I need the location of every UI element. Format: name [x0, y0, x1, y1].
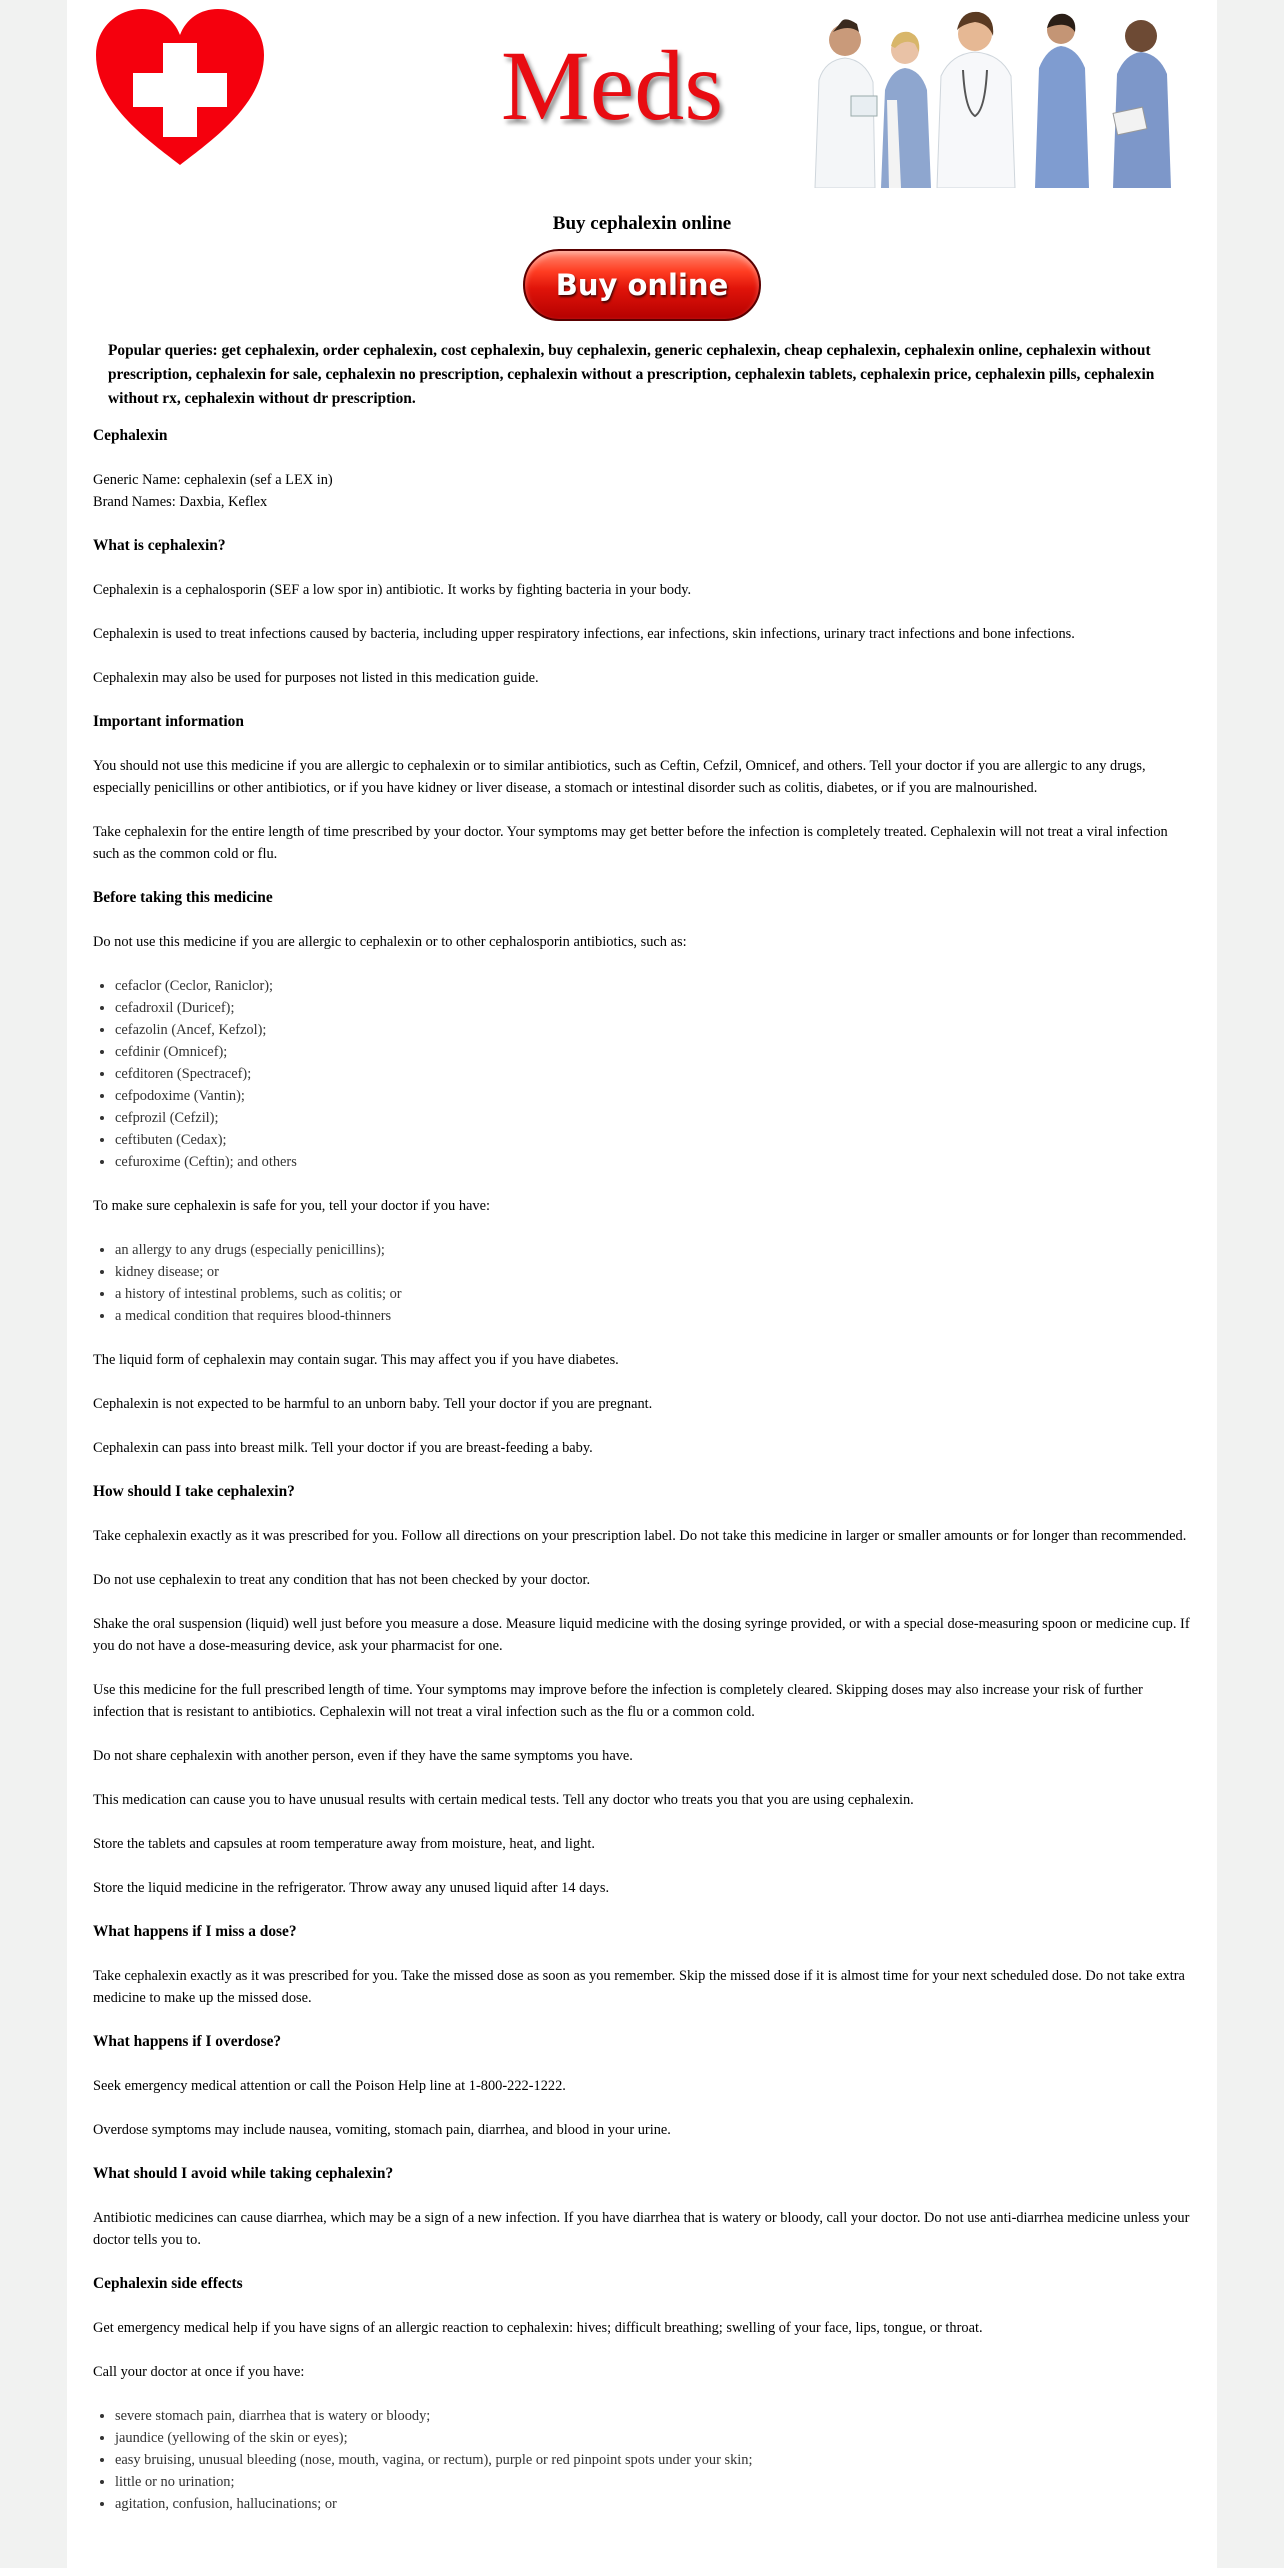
page: [67, 0, 1217, 2568]
popular-queries: Popular queries: get cephalexin, order cephalexin, cost cephalexin, buy cephalexin, generic cephalexin, cheap cephalexin, cephalexin online, cephalexin without prescription, cephalexin for sale, cephalexin no prescription, cephalexin without a prescription, cephalexin tablets, cephalexin price, cephalexin pills, cephalexin without rx, cephalexin without dr prescription.: [108, 342, 1155, 407]
brand-names: Brand Names: Daxbia, Keflex: [93, 494, 268, 510]
missed-dose-heading: What happens if I miss a dose?: [93, 1923, 297, 1940]
generic-name: Generic Name: cephalexin (sef a LEX in): [93, 472, 333, 488]
buy-button-wrap: [67, 249, 1217, 321]
list-item: • cefdinir (Omnicef);: [115, 1041, 1191, 1063]
paragraph: Do not use this medicine if you are allergic to cephalexin or to other cephalosporin antibiotics, such as:: [93, 934, 687, 950]
buy-online-button[interactable]: Buy online: [523, 249, 761, 321]
paragraph: This medication can cause you to have unusual results with certain medical tests. Tell any doctor who treats you that you are using cephalexin.: [93, 1792, 914, 1808]
paragraph: Take cephalexin exactly as it was prescribed for you. Take the missed dose as soon as you remember. Skip the missed dose if it is almost time for your next scheduled dose. Do not take extra medicine to make up the missed dose.: [93, 1968, 1185, 2006]
side-effects-list: [93, 2405, 1191, 2515]
list-item: • cefprozil (Cefzil);: [115, 1107, 1191, 1129]
list-item: • cefaclor (Ceclor, Raniclor);: [115, 975, 1191, 997]
conditions-list: [93, 1239, 1191, 1327]
paragraph: Cephalexin is a cephalosporin (SEF a low spor in) antibiotic. It works by fighting bacteria in your body.: [93, 582, 692, 598]
paragraph: Do not share cephalexin with another person, even if they have the same symptoms you have.: [93, 1748, 633, 1764]
paragraph: Use this medicine for the full prescribed length of time. Your symptoms may improve before the infection is completely cleared. Skipping doses may also increase your risk of further infection that is resistant to antibiotics. Cephalexin will not treat a viral infection such as the flu or a common cold.: [93, 1682, 1143, 1720]
list-item: • a medical condition that requires blood-thinners: [115, 1305, 1191, 1327]
article-title: Cephalexin: [93, 427, 168, 444]
site-header: [67, 0, 1217, 192]
list-item: • little or no urination;: [115, 2471, 1191, 2493]
list-item: • severe stomach pain, diarrhea that is watery or bloody;: [115, 2405, 1191, 2427]
paragraph: Take cephalexin for the entire length of time prescribed by your doctor. Your symptoms may get better before the infection is completely treated. Cephalexin will not treat a viral infection such as the common cold or flu.: [93, 824, 1168, 862]
side-effects-heading: Cephalexin side effects: [93, 2275, 243, 2292]
how-heading: How should I take cephalexin?: [93, 1483, 295, 1500]
doctors-group-image: [805, 0, 1205, 188]
overdose-heading: What happens if I overdose?: [93, 2033, 282, 2050]
paragraph: Cephalexin is not expected to be harmful to an unborn baby. Tell your doctor if you are pregnant.: [93, 1396, 653, 1412]
article: [67, 425, 1217, 2515]
list-item: • agitation, confusion, hallucinations; or: [115, 2493, 1191, 2515]
brand-title[interactable]: Meds: [500, 30, 724, 141]
list-item: • easy bruising, unusual bleeding (nose, mouth, vagina, or rectum), purple or red pinpoint spots under your skin;: [115, 2449, 1191, 2471]
list-item: • jaundice (yellowing of the skin or eyes);: [115, 2427, 1191, 2449]
cephalosporin-list: [93, 975, 1191, 1173]
list-item: • cefuroxime (Ceftin); and others: [115, 1151, 1191, 1173]
paragraph: Take cephalexin exactly as it was prescribed for you. Follow all directions on your prescription label. Do not take this medicine in larger or smaller amounts or for longer than recommended.: [93, 1528, 1187, 1544]
what-is-heading: What is cephalexin?: [93, 537, 226, 554]
paragraph: To make sure cephalexin is safe for you, tell your doctor if you have:: [93, 1198, 491, 1214]
paragraph: Store the liquid medicine in the refrigerator. Throw away any unused liquid after 14 days.: [93, 1880, 610, 1896]
paragraph: Overdose symptoms may include nausea, vomiting, stomach pain, diarrhea, and blood in your urine.: [93, 2122, 671, 2138]
list-item: • a history of intestinal problems, such as colitis; or: [115, 1283, 1191, 1305]
paragraph: Call your doctor at once if you have:: [93, 2364, 305, 2380]
list-item: • cefditoren (Spectracef);: [115, 1063, 1191, 1085]
list-item: • cefadroxil (Duricef);: [115, 997, 1191, 1019]
paragraph: Seek emergency medical attention or call the Poison Help line at 1-800-222-1222.: [93, 2078, 566, 2094]
paragraph: You should not use this medicine if you are allergic to cephalexin or to similar antibiotics, such as Ceftin, Cefzil, Omnicef, and others. Tell your doctor if you are allergic to any drugs, especially penicillins or other antibiotics, or if you have kidney or liver disease, a stomach or intestinal disorder such as colitis, diabetes, or if you are malnourished.: [93, 758, 1146, 796]
paragraph: Cephalexin may also be used for purposes not listed in this medication guide.: [93, 670, 539, 686]
list-item: • an allergy to any drugs (especially penicillins);: [115, 1239, 1191, 1261]
list-item: • cefazolin (Ancef, Kefzol);: [115, 1019, 1191, 1041]
list-item: • ceftibuten (Cedax);: [115, 1129, 1191, 1151]
paragraph: Shake the oral suspension (liquid) well just before you measure a dose. Measure liquid medicine with the dosing syringe provided, or with a special dose-measuring spoon or medicine cup. If you do not have a dose-measuring device, ask your pharmacist for one.: [93, 1616, 1190, 1654]
paragraph: Cephalexin can pass into breast milk. Tell your doctor if you are breast-feeding a baby.: [93, 1440, 593, 1456]
important-heading: Important information: [93, 713, 244, 730]
before-heading: Before taking this medicine: [93, 889, 273, 906]
paragraph: Cephalexin is used to treat infections caused by bacteria, including upper respiratory infections, ear infections, skin infections, urinary tract infections and bone infections.: [93, 626, 1075, 642]
list-item: • kidney disease; or: [115, 1261, 1191, 1283]
paragraph: Get emergency medical help if you have signs of an allergic reaction to cephalexin: hives; difficult breathing; swelling of your face, lips, tongue, or throat.: [93, 2320, 983, 2336]
paragraph: The liquid form of cephalexin may contain sugar. This may affect you if you have diabetes.: [93, 1352, 619, 1368]
buy-title: Buy cephalexin online: [552, 213, 732, 234]
heart-cross-icon[interactable]: [92, 7, 268, 167]
avoid-heading: What should I avoid while taking cephalexin?: [93, 2165, 394, 2182]
paragraph: Store the tablets and capsules at room temperature away from moisture, heat, and light.: [93, 1836, 595, 1852]
paragraph: Do not use cephalexin to treat any condition that has not been checked by your doctor.: [93, 1572, 591, 1588]
list-item: • cefpodoxime (Vantin);: [115, 1085, 1191, 1107]
paragraph: Antibiotic medicines can cause diarrhea, which may be a sign of a new infection. If you have diarrhea that is watery or bloody, call your doctor. Do not use anti-diarrhea medicine unless your doctor tells you to.: [93, 2210, 1190, 2248]
